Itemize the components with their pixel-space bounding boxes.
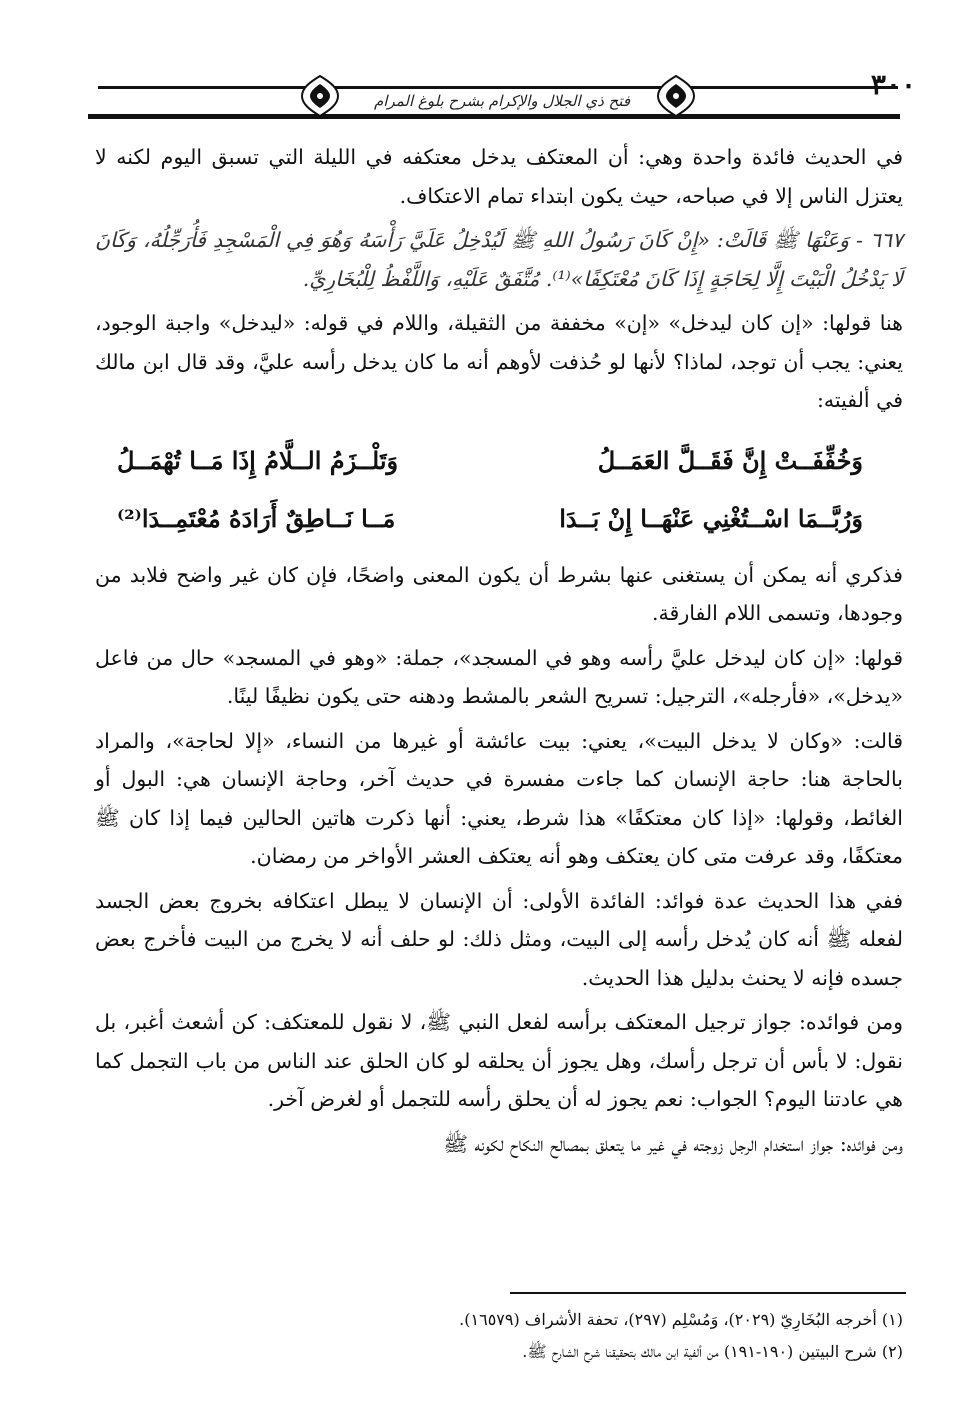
page-header [88, 62, 916, 124]
footnote: (١) أخرجه البُخَارِيّ (٢٠٢٩)، وَمُسْلِم (٢٩٧)، تحفة الأشراف (١٦٥٧٩). [459, 1310, 903, 1329]
paragraph-benefit-3: ومن فوائده: جواز استخدام الرجل زوجته في غير ما يتعلق بمصالح النكاح لكونه ﷺ [443, 1131, 903, 1156]
poem [95, 432, 903, 548]
paragraph-intro: في الحديث فائدة واحدة وهي: أن المعتكف يدخل معتكفه في الليلة التي تسبق اليوم لكنه لا يعتزل الناس إلا في صباحه، حيث يكون ابتداء تمام الاعتكاف. [95, 145, 903, 208]
poem-verse [95, 490, 903, 548]
poem-verse [95, 432, 903, 490]
poem-hemistich-first: وَرُبَّــمَا اسْــتُغْنِي عَنْهَــا إِنْ بَــدَا [559, 503, 863, 533]
book-title: فتح ذي الجلال والإكرام بشرح بلوغ المرام [373, 92, 630, 110]
paragraph-tarjeel: قولها: «إن كان ليدخل عليَّ رأسه وهو في المسجد»، جملة: «وهو في المسجد» حال من فاعل «يدخل»، «فأرجله»، الترجيل: تسريح الشعر بالمشط ودهنه حتى يكون نظيفًا لينًا. [95, 645, 903, 708]
paragraph-benefit-1: ففي هذا الحديث عدة فوائد: الفائدة الأولى: أن الإنسان لا يبطل اعتكافه بخروج بعض الجسد لفعله ﷺ أنه كان يُدخل رأسه إلى البيت، ومثل ذلك: لو حلف أنه لا يخرج من البيت فأخرج بعض جسده فإنه لا يحنث بدليل هذا الحديث. [95, 888, 903, 990]
main-text [95, 138, 903, 1163]
hadith-text: ٦٦٧ - وَعَنْهَا ﷺ قَالَتْ: «إِنْ كَانَ رَسُولُ اللهِ ﷺ لَيُدْخِلُ عَلَيَّ رَأْسَهُ وَهُوَ فِي الْمَسْجِدِ فَأُرَجِّلُهُ، وَكَانَ لَا يَدْخُلُ الْبَيْتَ إِلَّا لِحَاجَةٍ إِذَا كَانَ مُعْتَكِفًا»⁽¹⁾. مُتَّفَقٌ عَلَيْهِ، وَاللَّفْظُ لِلْبُخَارِيِّ. [95, 228, 903, 291]
poem-hemistich-second: وَتَلْــزَمُ الــلَّامُ إِذَا مَــا تُهْمَــلُ [117, 445, 399, 475]
paragraph-lam: فذكري أنه يمكن أن يستغنى عنها بشرط أن يكون المعنى واضحًا، فإن كان غير واضح فلابد من وجودها، وتسمى اللام الفارقة. [95, 562, 903, 625]
paragraph-grammar: هنا قولها: «إن كان ليدخل» «إن» مخففة من الثقيلة، واللام في قوله: «ليدخل» واجبة الوجود، يعني: يجب أن توجد، لماذا؟ لأنها لو حُذفت لأوهم أنه ما كان يدخل رأسه عليَّ، وقد قال ابن مالك في ألفيته: [95, 311, 903, 412]
footnote: (٢) شرح البيتين (١٩٠-١٩١) من ألفية ابن مالك بتحقيقنا شرح الشارح ﷺ. [522, 1342, 903, 1361]
paragraph-hajah: قالت: «وكان لا يدخل البيت»، يعني: بيت عائشة أو غيرها من النساء، «إلا لحاجة»، والمراد بالحاجة هنا: حاجة الإنسان كما جاءت مفسرة في حديث آخر، وحاجة الإنسان هي: البول أو الغائط، وقولها: «إذا كان معتكفًا» هذا شرط، يعني: أنها ذكرت هاتين الحالين فيما إذا كان ﷺ معتكفًا، وقد عرفت متى كان يعتكف وهو أنه يعتكف العشر الأواخر من رمضان. [95, 728, 903, 868]
footnotes [95, 1304, 903, 1368]
header-rule-top [98, 86, 898, 89]
page-number: ٣٠٠ [870, 68, 916, 101]
footnote-divider [510, 1292, 906, 1294]
header-rule-bottom [88, 114, 900, 119]
poem-hemistich-second: مَــا نَــاطِقٌ أَرَادَهُ مُعْتَمِــدَا⁽²⁾ [117, 503, 396, 533]
poem-hemistich-first: وَخُفِّفَــتْ إِنَّ فَقَــلَّ العَمَــلُ [597, 445, 863, 475]
paragraph-benefit-2: ومن فوائده: جواز ترجيل المعتكف برأسه لفعل النبي ﷺ، لا نقول للمعتكف: كن أشعث أغبر، بل نقول: لا بأس أن ترجل رأسك، وهل يجوز أن يحلقه لو كان الحلق عند الناس من باب التجمل كما هي عادتنا اليوم؟ الجواب: نعم يجوز له أن يحلق رأسه للتجمل أو لغرض آخر. [95, 1010, 903, 1111]
